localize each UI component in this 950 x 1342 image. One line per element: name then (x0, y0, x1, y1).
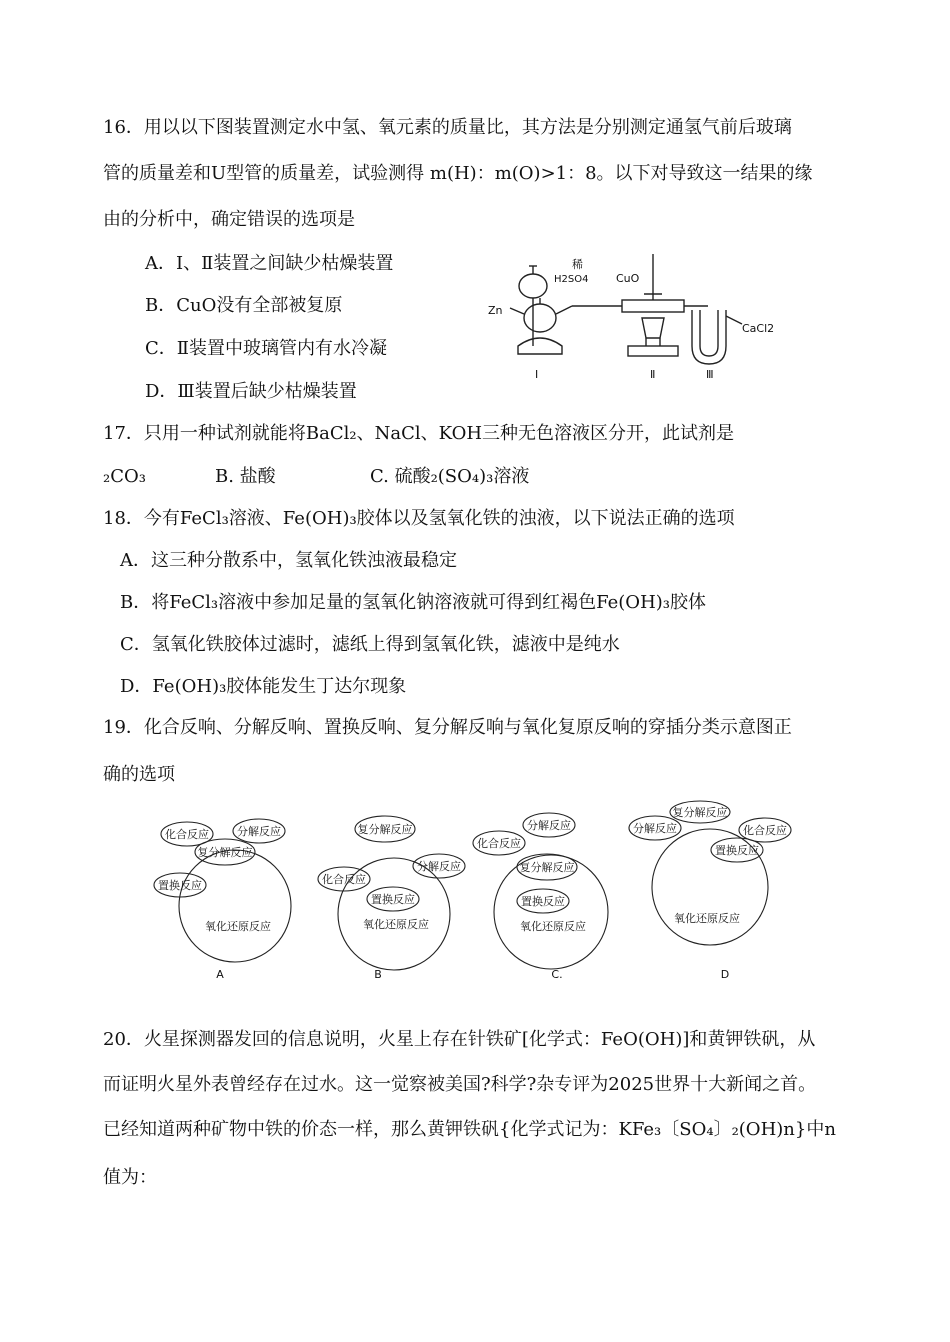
figure-label-ii: Ⅱ (650, 368, 656, 381)
q16-option-b: B．CuO没有全部被复原 (145, 295, 343, 316)
q18-option-a: A．这三种分散系中，氢氧化铁浊液最稳定 (120, 550, 457, 571)
diagram-c-caption: C. (551, 968, 563, 981)
q18-line-1: 18．今有FeCl₃溶液、Fe(OH)₃胶体以及氢氧化铁的浊液，以下说法正确的选项 (103, 508, 735, 529)
q16-line-1: 16．用以以下图装置测定水中氢、氧元素的质量比，其方法是分别测定通氢气前后玻璃 (103, 117, 792, 138)
diagram-d-combination: 化合反应 (743, 824, 787, 837)
figure-label-dilute: 稀 (572, 258, 583, 271)
diagram-b-double: 复分解反应 (357, 823, 413, 836)
q18-option-d: D．Fe(OH)₃胶体能发生丁达尔现象 (120, 676, 407, 697)
diagram-a-displacement: 置换反应 (158, 879, 202, 892)
figure-label-cuo: CuO (616, 272, 640, 285)
q17-option-a: ₂CO₃ (103, 466, 146, 487)
q20-line-4: 值为： (103, 1167, 157, 1188)
diagram-b-redox: 氧化还原反应 (363, 918, 429, 931)
diagram-d-decomposition: 分解反应 (633, 822, 677, 835)
apparatus-figure (480, 246, 785, 386)
figure-label-cacl2: CaCl2 (742, 322, 775, 335)
figure-label-iii: Ⅲ (706, 368, 714, 381)
diagram-d-caption: D (720, 968, 730, 981)
diagram-a-caption: A (216, 968, 224, 981)
q20-line-3: 已经知道两种矿物中铁的价态一样，那么黄钾铁矾{化学式记为：KFe₃〔SO₄〕₂(OH)n}中n (103, 1119, 836, 1140)
figure-label-zn: Zn (488, 304, 503, 317)
q19-line-1: 19．化合反响、分解反响、置换反响、复分解反响与氧化复原反响的穿插分类示意图正 (103, 717, 792, 738)
diagram-a-redox-circle (179, 850, 291, 962)
diagram-d-double: 复分解反应 (672, 806, 728, 819)
diagram-b-displacement: 置换反应 (371, 893, 415, 906)
q20-line-1: 20．火星探测器发回的信息说明，火星上存在针铁矿[化学式：FeO(OH)]和黄钾铁矾，从 (103, 1029, 816, 1050)
figure-label-i: I (535, 368, 539, 381)
q17-option-b: B. 盐酸 (215, 466, 276, 487)
diagram-c-redox: 氧化还原反应 (520, 920, 586, 933)
diagram-c-combination: 化合反应 (477, 837, 521, 850)
q20-line-2: 而证明火星外表曾经存在过水。这一觉察被美国?科学?杂专评为2025世界十大新闻之首。 (103, 1074, 817, 1095)
diagram-c-double: 复分解反应 (519, 861, 575, 874)
diagram-b-combination: 化合反应 (322, 873, 366, 886)
diagram-c-decomposition: 分解反应 (527, 819, 571, 832)
classification-diagrams (140, 800, 810, 985)
q17-line-1: 17．只用一种试剂就能将BaCl₂、NaCl、KOH三种无色溶液区分开，此试剂是 (103, 423, 735, 444)
q16-line-3: 由的分析中，确定错误的选项是 (103, 209, 355, 230)
q16-option-c: C．Ⅱ装置中玻璃管内有水冷凝 (145, 338, 388, 359)
diagram-a-decomposition: 分解反应 (237, 825, 281, 838)
q16-line-2: 管的质量差和U型管的质量差，试验测得 m(H)：m(O)>1：8。以下对导致这一结果的缘 (103, 163, 813, 184)
figure-label-acid: H2SO4 (554, 274, 589, 285)
q16-option-a: A．I、Ⅱ装置之间缺少枯燥装置 (145, 253, 394, 274)
diagram-a-combination: 化合反应 (165, 828, 209, 841)
diagram-d-displacement: 置换反应 (715, 844, 759, 857)
diagram-b-decomposition: 分解反应 (417, 860, 461, 873)
diagram-d-redox: 氧化还原反应 (674, 912, 740, 925)
q16-option-d: D．Ⅲ装置后缺少枯燥装置 (145, 381, 357, 402)
diagram-b-caption: B (374, 968, 382, 981)
q18-option-b: B．将FeCl₃溶液中参加足量的氢氧化钠溶液就可得到红褐色Fe(OH)₃胶体 (120, 592, 706, 613)
diagram-c-displacement: 置换反应 (521, 895, 565, 908)
diagram-a-double: 复分解反应 (197, 846, 253, 859)
q17-option-c: C. 硫酸₂(SO₄)₃溶液 (370, 466, 530, 487)
q18-option-c: C．氢氧化铁胶体过滤时，滤纸上得到氢氧化铁，滤液中是纯水 (120, 634, 620, 655)
diagram-a-redox: 氧化还原反应 (205, 920, 271, 933)
q19-line-2: 确的选项 (103, 764, 175, 785)
